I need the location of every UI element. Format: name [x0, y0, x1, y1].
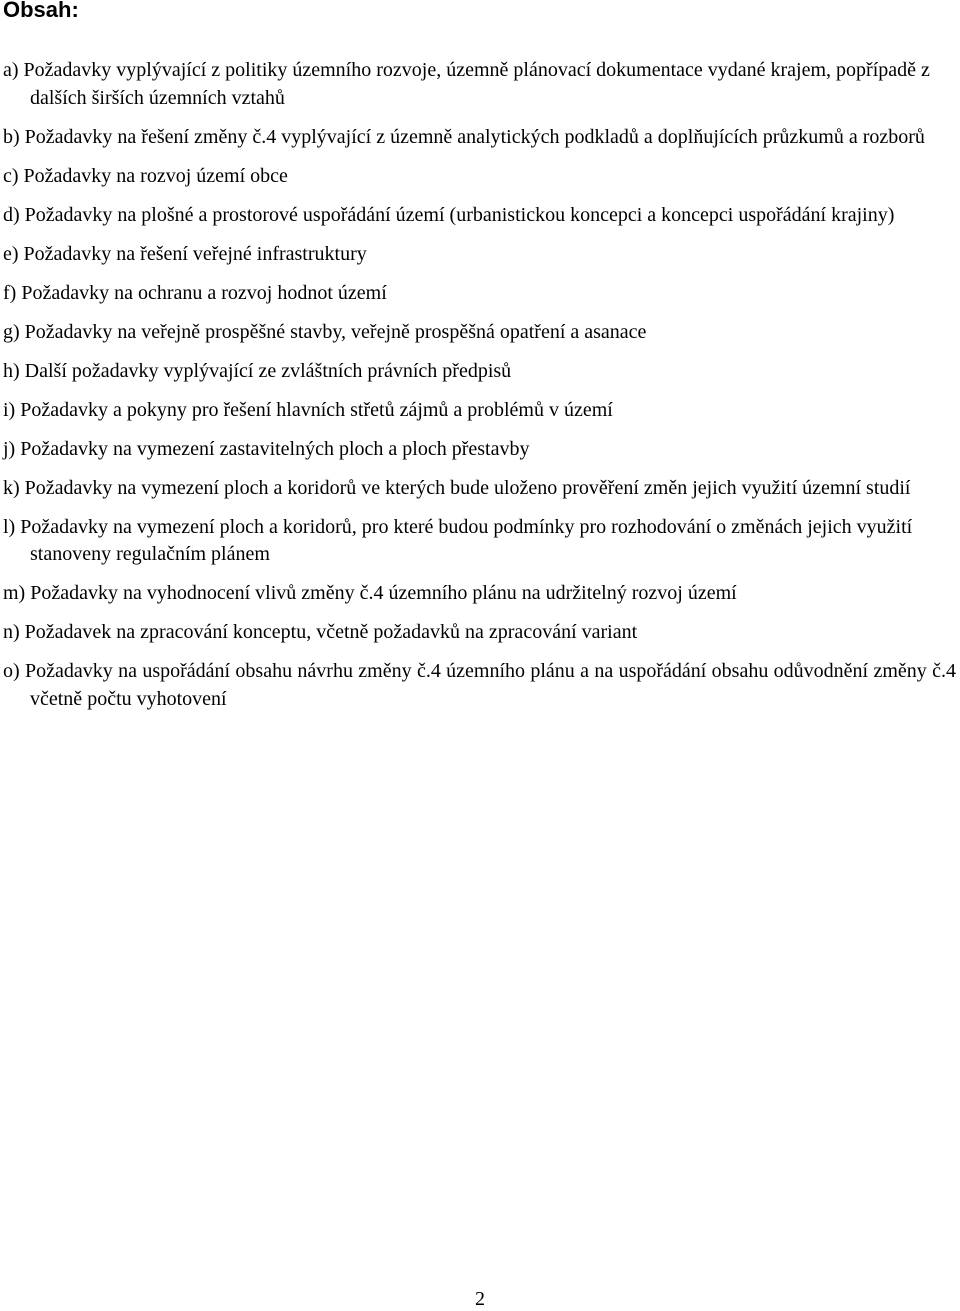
toc-item-k: k) Požadavky na vymezení ploch a koridorů ve kterých bude uloženo prověření změn jejich využití územní studií	[3, 476, 911, 499]
toc-item-h: h) Další požadavky vyplývající ze zvláštních právních předpisů	[3, 359, 512, 382]
page-title: Obsah:	[3, 0, 79, 22]
table-of-contents	[3, 57, 956, 725]
page-number: 2	[475, 1288, 485, 1310]
toc-item-j: j) Požadavky na vymezení zastavitelných ploch a ploch přestavby	[3, 437, 530, 460]
toc-item-n: n) Požadavek na zpracování konceptu, včetně požadavků na zpracování variant	[3, 621, 638, 643]
toc-item-g: g) Požadavky na veřejně prospěšné stavby, veřejně prospěšná opatření a asanace	[3, 320, 647, 343]
toc-item-m: m) Požadavky na vyhodnocení vlivů změny č.4 územního plánu na udržitelný rozvoj území	[3, 582, 737, 604]
toc-item-b: b) Požadavky na řešení změny č.4 vyplývající z územně analytických podkladů a doplňujících průzkumů a rozborů	[3, 125, 925, 148]
toc-item-f: f) Požadavky na ochranu a rozvoj hodnot území	[3, 281, 387, 304]
toc-item-c: c) Požadavky na rozvoj území obce	[3, 164, 288, 187]
toc-item-o: o) Požadavky na uspořádání obsahu návrhu změny č.4 územního plánu a na uspořádání obsahu odůvodnění změny č.4 včetně počtu vyhotovení	[3, 660, 956, 710]
toc-item-l: l) Požadavky na vymezení ploch a koridorů, pro které budou podmínky pro rozhodování o změnách jejich využití stanoveny regulačním plánem	[3, 515, 913, 565]
toc-item-d: d) Požadavky na plošné a prostorové uspořádání území (urbanistickou koncepci a koncepci uspořádání krajiny)	[3, 203, 895, 226]
toc-item-a: a) Požadavky vyplývající z politiky územního rozvoje, územně plánovací dokumentace vydané krajem, popřípadě z dalších širších územních vztahů	[3, 59, 930, 109]
toc-item-i: i) Požadavky a pokyny pro řešení hlavních střetů zájmů a problémů v území	[3, 398, 613, 421]
toc-item-e: e) Požadavky na řešení veřejné infrastruktury	[3, 242, 367, 265]
